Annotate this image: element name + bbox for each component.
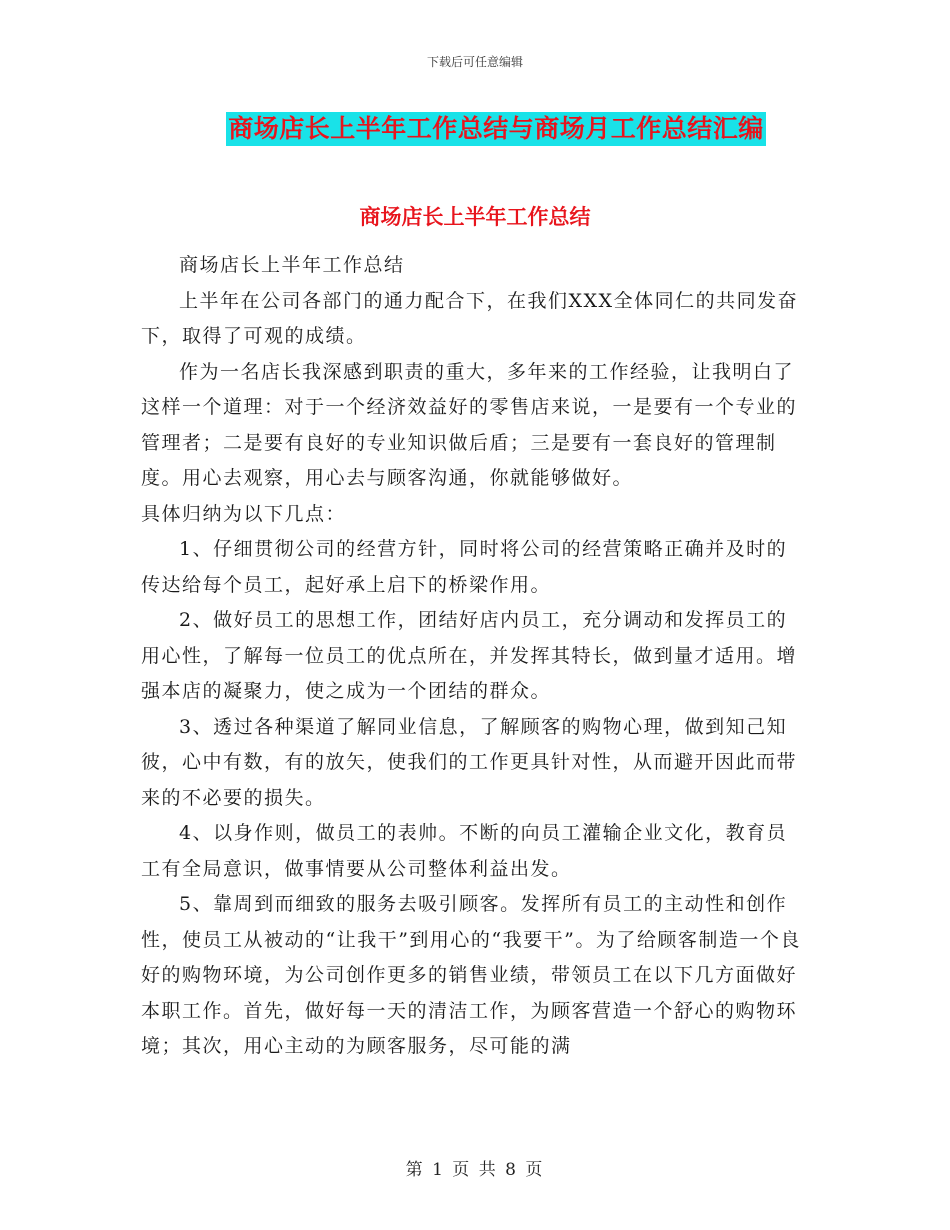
document-body (141, 248, 801, 1065)
main-title: 商场店长上半年工作总结与商场月工作总结汇编 (226, 112, 766, 146)
paragraph: 5、靠周到而细致的服务去吸引顾客。发挥所有员工的主动性和创作性，使员工从被动的“让我干”到用心的“我要干”。为了给顾客制造一个良好的购物环境，为公司创作更多的销售业绩，带领员工在以下几方面做好本职工作。首先，做好每一天的清洁工作，为顾客营造一个舒心的购物环境；其次，用心主动的为顾客服务，尽可能的满 (141, 893, 801, 1057)
paragraph: 上半年在公司各部门的通力配合下，在我们XXX全体同仁的共同发奋下，取得了可观的成绩。 (141, 289, 799, 347)
paragraph: 1、仔细贯彻公司的经营方针，同时将公司的经营策略正确并及时的传达给每个员工，起好承上启下的桥梁作用。 (141, 538, 788, 596)
section-title: 商场店长上半年工作总结 (359, 204, 591, 229)
paragraph: 4、以身作则，做员工的表帅。不断的向员工灌输企业文化，教育员工有全局意识，做事情要从公司整体利益出发。 (141, 822, 788, 880)
page-number-footer: 第 1 页 共 8 页 (405, 1160, 545, 1180)
paragraph: 3、透过各种渠道了解同业信息，了解顾客的购物心理，做到知己知彼，心中有数，有的放矢，使我们的工作更具针对性，从而避开因此而带来的不必要的损失。 (141, 715, 798, 809)
main-title-wrapper (0, 112, 950, 146)
header-note: 下载后可任意编辑 (426, 55, 523, 69)
paragraph: 商场店长上半年工作总结 (179, 254, 405, 276)
paragraph: 2、做好员工的思想工作，团结好店内员工，充分调动和发挥员工的用心性，了解每一位员工的优点所在，并发挥其特长，做到量才适用。增强本店的凝聚力，使之成为一个团结的群众。 (141, 609, 798, 702)
paragraph: 作为一名店长我深感到职责的重大，多年来的工作经验，让我明白了这样一个道理：对于一个经济效益好的零售店来说，一是要有一个专业的管理者；二是要有良好的专业知识做后盾；三是要有一套良好的管理制度。用心去观察，用心去与顾客沟通，你就能够做好。 (141, 360, 798, 489)
paragraph: 具体归纳为以下几点： (141, 502, 347, 525)
